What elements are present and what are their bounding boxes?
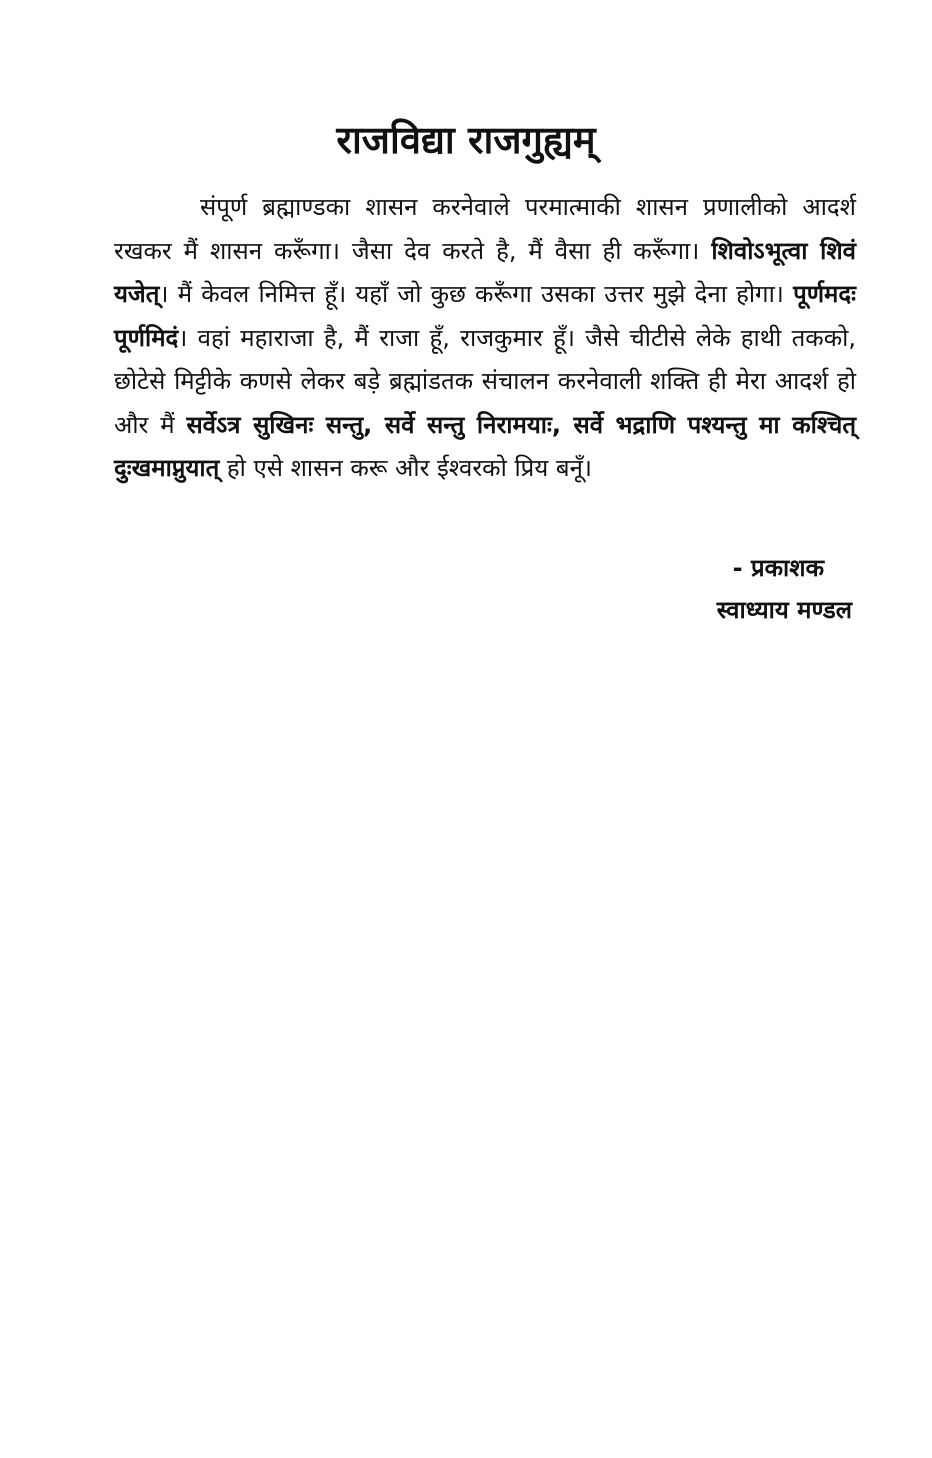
paragraph-text-3: । वहां महाराजा है, मैं राजा हूँ, राजकुमार हूँ। जैसे चीटीसे लेके हाथी तकको, छोटेसे मिट्टीके कणसे लेकर बड़े ब्रह्मांडतक संचालन करनेवाली शक्ति ही मेरा आदर्श हो और मैं (114, 323, 856, 439)
body-paragraph (114, 186, 856, 491)
paragraph-bold-mantra-3: सर्वेऽत्र सुखिनः सन्तु, सर्वे सन्तु निरामयाः, सर्वे भद्राणि पश्यन्तु मा कश्चित् दुःखमाप्नुयात् (114, 410, 857, 482)
paragraph-text-2: । मैं केवल निमित्त हूँ। यहाँ जो कुछ करूँगा उसका उत्तर मुझे देना होगा। (159, 280, 794, 308)
paragraph-bold-mantra-1: शिवोऽभूत्वा शिवं यजेत् (114, 236, 856, 308)
paragraph-text-4: हो एसे शासन करू और ईश्वरको प्रिय बनूँ। (219, 454, 592, 482)
signature-role: - प्रकाशक (732, 554, 824, 582)
signature-organization: स्वाध्याय मण्डल (716, 596, 852, 624)
page-title: राजविद्या राजगुह्यम् (336, 118, 596, 162)
paragraph-text-1: संपूर्ण ब्रह्माण्डका शासन करनेवाले परमात्माकी शासन प्रणालीको आदर्श रखकर मैं शासन करूँगा। जैसा देव करते है, मैं वैसा ही करूँगा। (114, 193, 856, 265)
paragraph-bold-mantra-2: पूर्णमदः पूर्णमिदं (114, 280, 856, 352)
